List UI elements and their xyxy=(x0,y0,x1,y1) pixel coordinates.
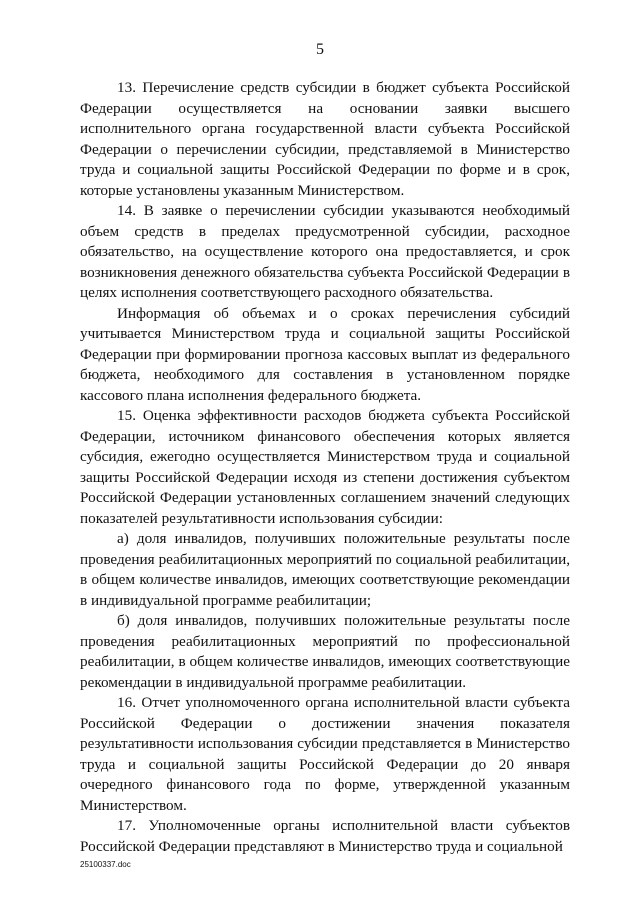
paragraph-15: 15. Оценка эффективности расходов бюджета субъекта Российской Федерации, источником финансового обеспечения которых является субсидия, ежегодно осуществляется Министерством труда и социальной защиты Российской Федерации исходя из степени достижения субъектом Российской Федерации установленных соглашением значений следующих показателей результативности использования субсидии: xyxy=(80,407,570,527)
document-body xyxy=(80,78,570,857)
paragraph-14: 14. В заявке о перечислении субсидии указываются необходимый объем средств в пределах предусмотренной субсидии, расходное обязательство, на осуществление которого она предоставляется, и срок возникновения денежного обязательства субъекта Российской Федерации в целях исполнения соответствующего расходного обязательства. xyxy=(80,202,570,301)
paragraph-16: 16. Отчет уполномоченного органа исполнительной власти субъекта Российской Федерации о достижении значения показателя результативности использования субсидии представляется в Министерство труда и социальной защиты Российской Федерации до 20 января очередного финансового года по форме, утвержденной указанным Министерством. xyxy=(80,694,570,814)
page-number: 5 xyxy=(316,41,324,58)
paragraph-13: 13. Перечисление средств субсидии в бюджет субъекта Российской Федерации осуществляется на основании заявки высшего исполнительного органа государственной власти субъекта Российской Федерации о перечислении субсидии, представляемой в Министерство труда и социальной защиты Российской Федерации по форме и в срок, которые установлены указанным Министерством. xyxy=(80,79,570,199)
paragraph-14-info: Информация об объемах и о сроках перечисления субсидий учитывается Министерством труда и социальной защиты Российской Федерации при формировании прогноза кассовых выплат из федерального бюджета, необходимого для составления в установленном порядке кассового плана исполнения федерального бюджета. xyxy=(80,304,570,404)
document-id: 25100337.doc xyxy=(80,860,131,869)
paragraph-15-a: а) доля инвалидов, получивших положительные результаты после проведения реабилитационных мероприятий по социальной реабилитации, в общем количестве инвалидов, имеющих соответствующие рекомендации в индивидуальной программе реабилитации; xyxy=(80,530,570,609)
paragraph-17: 17. Уполномоченные органы исполнительной власти субъектов Российской Федерации представляют в Министерство труда и социальной xyxy=(80,817,570,855)
paragraph-15-b: б) доля инвалидов, получивших положительные результаты после проведения реабилитационных мероприятий по профессиональной реабилитации, в общем количестве инвалидов, имеющих соответствующие рекомендации в индивидуальной программе реабилитации. xyxy=(80,612,570,691)
